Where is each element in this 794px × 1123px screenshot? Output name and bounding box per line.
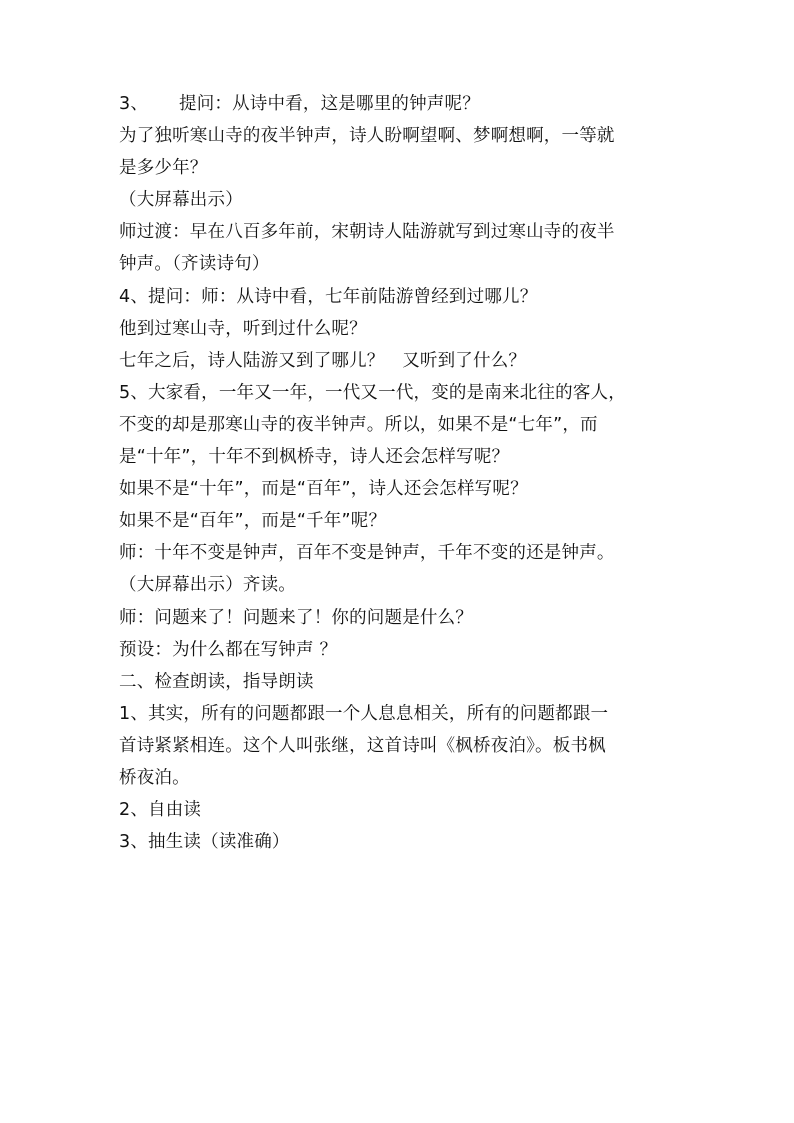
- paragraph-line: 师：十年不变是钟声，百年不变是钟声，千年不变的还是钟声。: [119, 543, 615, 564]
- paragraph-line: 为了独听寒山寺的夜半钟声，诗人盼啊望啊、梦啊想啊，一等就: [119, 126, 615, 147]
- paragraph-line: 如果不是“十年”，而是“百年”，诗人还会怎样写呢？: [119, 479, 528, 500]
- paragraph-line: 师：问题来了！问题来了！你的问题是什么？: [119, 607, 473, 628]
- paragraph-line: 4、提问：师：从诗中看，七年前陆游曾经到过哪儿？: [119, 286, 538, 307]
- section-heading: 二、检查朗读，指导朗读: [119, 671, 314, 692]
- paragraph-line: 他到过寒山寺，听到过什么呢？: [119, 318, 367, 339]
- paragraph-line: 七年之后，诗人陆游又到了哪儿？ 又听到了什么？: [119, 350, 527, 371]
- paragraph-line: 师过渡：早在八百多年前，宋朝诗人陆游就写到过寒山寺的夜半: [119, 222, 615, 243]
- paragraph-line: 是多少年？: [119, 158, 208, 179]
- paragraph-line: 首诗紧紧相连。这个人叫张继，这首诗叫《枫桥夜泊》。板书枫: [119, 735, 606, 756]
- paragraph-line: 3、抽生读（读准确）: [119, 832, 290, 853]
- paragraph-line: 预设：为什么都在写钟声 ？: [119, 639, 338, 660]
- paragraph-line: 2、自由读: [119, 800, 202, 821]
- paragraph-line: （大屏幕出示）齐读。: [119, 575, 296, 596]
- paragraph-line: 钟声。（齐读诗句）: [119, 254, 270, 275]
- paragraph-line: 如果不是“百年”，而是“千年”呢？: [119, 511, 387, 532]
- paragraph-line-1: [119, 88, 679, 120]
- paragraph-line: 桥夜泊。: [119, 767, 190, 788]
- paragraph-line: 1、其实，所有的问题都跟一个人息息相关，所有的问题都跟一: [119, 703, 609, 724]
- document-body: [119, 88, 679, 858]
- paragraph-line: 是“十年”，十年不到枫桥寺，诗人还会怎样写呢？: [119, 447, 510, 468]
- paragraph-line: （大屏幕出示）: [119, 190, 243, 211]
- question-text: 提问：从诗中看，这是哪里的钟声呢？: [179, 94, 480, 114]
- list-number: 3、: [119, 94, 149, 114]
- paragraph-line: 5、大家看，一年又一年，一代又一代，变的是南来北往的客人，: [119, 382, 626, 403]
- paragraph-line: 不变的却是那寒山寺的夜半钟声。所以，如果不是“七年”，而: [119, 414, 598, 435]
